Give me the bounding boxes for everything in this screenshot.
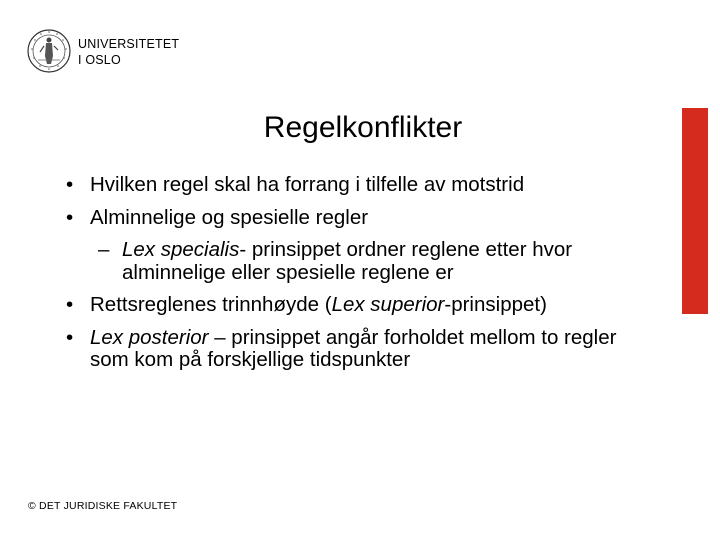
bullet-item [62, 294, 622, 317]
sub-bullet-item [62, 239, 622, 284]
bullet-item [62, 327, 622, 372]
bullet-text-before: Rettsreglenes trinnhøyde ( [90, 293, 332, 316]
footer-text: © DET JURIDISKE FAKULTET [28, 500, 178, 512]
term-lex-specialis: Lex specialis [122, 238, 240, 261]
university-seal-icon [26, 26, 72, 76]
university-name-line1: UNIVERSITETET [78, 37, 180, 51]
slide-content [62, 174, 622, 382]
bullet-text: Hvilken regel skal ha forrang i tilfelle av motstrid [90, 173, 525, 196]
term-lex-superior: Lex superior [331, 293, 445, 316]
bullet-text: Alminnelige og spesielle regler [90, 205, 369, 229]
bullet-item [62, 174, 622, 197]
sub-bullet-dash: – [98, 238, 110, 261]
term-lex-posterior: Lex posterior [90, 325, 209, 349]
bullet-text-after: – prinsippet angår forholdet mellom to regler som kom på forskjellige tidspunkter [90, 325, 617, 371]
bullet-text: - prinsippet ordner reglene etter hvor alminnelige eller spesielle reglene er [122, 238, 573, 284]
bullet-text-after: -prinsippet) [444, 293, 547, 316]
slide-title [0, 108, 650, 148]
university-name-line2: I OSLO [78, 53, 121, 67]
accent-bar [682, 108, 708, 314]
slide-title-text: Regelkonflikter [263, 111, 463, 144]
bullet-item [62, 207, 622, 230]
university-name [78, 36, 179, 68]
